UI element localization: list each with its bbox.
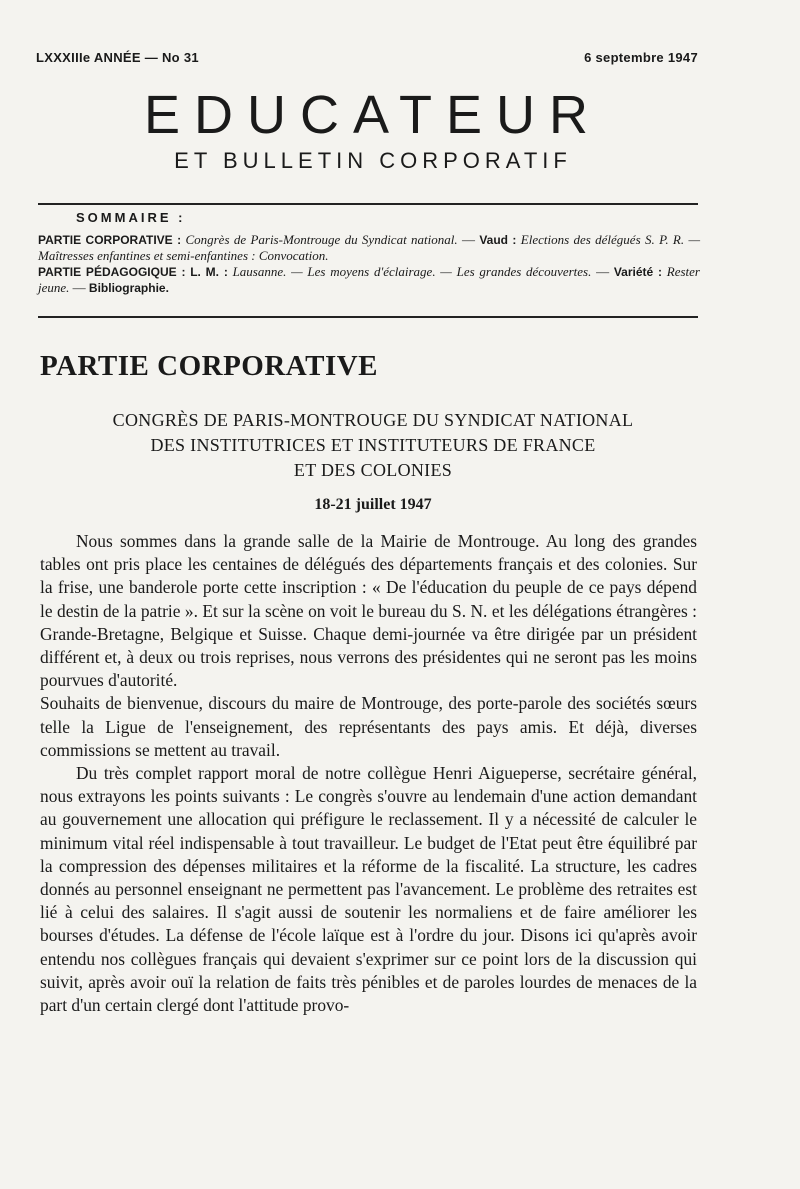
sommaire-dash: —	[457, 232, 480, 247]
sommaire	[38, 210, 700, 296]
sommaire-heading: SOMMAIRE :	[76, 210, 186, 225]
sommaire-pedagogique-text2: Rester jeune.	[38, 264, 700, 295]
sommaire-corporative	[38, 232, 700, 264]
masthead-subtitle: ET BULLETIN CORPORATIF	[174, 148, 572, 173]
sommaire-dash: —	[591, 264, 614, 279]
article-title-line3: ET DES COLONIES	[293, 460, 453, 480]
article-title-line1: CONGRÈS DE PARIS-MONTROUGE DU SYNDICAT NATIONAL	[112, 410, 634, 430]
paragraph: Nous sommes dans la grande salle de la Mairie de Montrouge. Au long des grandes tables ont pris place les centaines de délégués des départements français et des colonies. Sur la frise, une banderole porte cette inscription : « De l'éducation du peuple de ce pays dépend le destin de la patrie ». Et sur la scène on voit le bureau du S. N. et les délégations étrangères : Grande-Bretagne, Belgique et Suisse. Chaque demi-journée va être dirigée par un président différent et, à deux ou trois reprises, nous verrons des présidentes qui ne seront pas les moins pourvues d'autorité.	[40, 531, 697, 691]
paragraph: Du très complet rapport moral de notre collègue Henri Aigueperse, secrétaire général, nous extrayons les points suivants : Le congrès s'ouvre au lendemain d'une action demandant au gouvernement une allocation qui préfigure le reclassement. Il y a nécessité de calculer le minimum vital réel indispensable à tout travailleur. Le budget de l'Etat peut être équilibré par la compression des dépenses militaires et la réforme de la fiscalité. La structure, les cadres donnés au personnel enseignant ne permettent pas l'avancement. Le problème des retraites est lié à celui des salaires. Il s'agit aussi de soutenir les normaliens et de faire améliorer les bourses d'études. La défense de l'école laïque est à l'ordre du jour. Disons ici qu'après avoir entendu nos collègues français qui devaient s'exprimer sur ce point lors de la discussion qui suivit, après avoir ouï la relation de faits très pénibles et de paroles lourdes de menaces de la part d'un certain clergé dont l'attitude provo-	[40, 763, 697, 1016]
issue-date: 6 septembre 1947	[584, 50, 698, 65]
article-title-line2: DES INSTITUTRICES ET INSTITUTEURS DE FRANCE	[150, 435, 596, 455]
sommaire-pedagogique-text1: Lausanne. — Les moyens d'éclairage. — Les grandes découvertes.	[227, 264, 592, 279]
sommaire-pedagogique	[38, 264, 700, 296]
article-title	[40, 408, 706, 483]
article-date: 18-21 juillet 1947	[314, 496, 432, 513]
top-rule	[38, 203, 698, 205]
issue-number: LXXXIIIe ANNÉE — No 31	[36, 50, 199, 65]
article-body	[40, 530, 697, 1017]
sommaire-pedagogique-label: PARTIE PÉDAGOGIQUE :	[38, 265, 186, 279]
section-title: PARTIE CORPORATIVE	[40, 350, 379, 382]
sommaire-lm-label: L. M. :	[190, 265, 228, 279]
sommaire-corporative-text1: Congrès de Paris-Montrouge du Syndicat national.	[185, 232, 458, 247]
sommaire-variete-label: Variété :	[613, 265, 663, 279]
sommaire-corporative-label: PARTIE CORPORATIVE :	[38, 233, 182, 247]
paragraph: Souhaits de bienvenue, discours du maire de Montrouge, des porte-parole des sociétés sœurs telle la Ligue de l'enseignement, des représentants des pays amis. Et déjà, diverses commissions se mettent au travail.	[40, 693, 697, 760]
masthead-title: EDUCATEUR	[143, 85, 602, 145]
bottom-rule	[38, 316, 698, 318]
sommaire-dash: —	[69, 280, 89, 295]
sommaire-vaud-label: Vaud :	[479, 233, 517, 247]
sommaire-bibliographie-label: Bibliographie.	[88, 281, 169, 295]
sommaire-corporative-text2: Elections des délégués S. P. R. — Maîtresses enfantines et semi-enfantines : Convocation.	[38, 232, 701, 263]
